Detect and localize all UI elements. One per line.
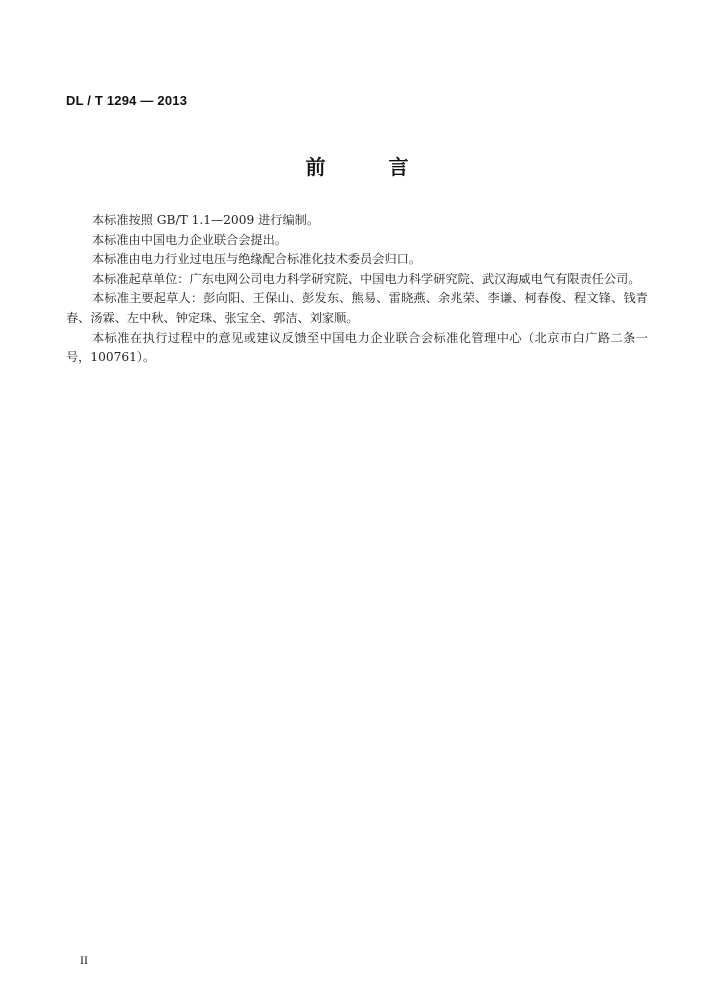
paragraph-drafters: 本标准主要起草人：彭向阳、王保山、彭发东、熊易、雷晓燕、余兆荣、李谦、柯春俊、程文锋、钱青春、汤霖、左中秋、钟定珠、张宝全、郭洁、刘家顺。 xyxy=(66,291,648,325)
paragraph-drafting-rules: 本标准按照 GB/T 1.1—2009 进行编制。 xyxy=(92,213,320,227)
page-title: 前 言 xyxy=(305,155,437,179)
paragraph-proposer: 本标准由中国电力企业联合会提出。 xyxy=(92,232,287,247)
paragraph-technical-committee: 本标准由电力行业过电压与绝缘配合标准化技术委员会归口。 xyxy=(92,252,422,267)
page-number: II xyxy=(80,953,88,967)
paragraph-feedback: 本标准在执行过程中的意见或建议反馈至中国电力企业联合会标准化管理中心（北京市白广路二条一号，100761）。 xyxy=(66,330,648,365)
standard-code: DL / T 1294 — 2013 xyxy=(66,93,188,108)
foreword-body xyxy=(66,211,648,368)
paragraph-drafting-units: 本标准起草单位：广东电网公司电力科学研究院、中国电力科学研究院、武汉海威电气有限责任公司。 xyxy=(92,271,641,286)
